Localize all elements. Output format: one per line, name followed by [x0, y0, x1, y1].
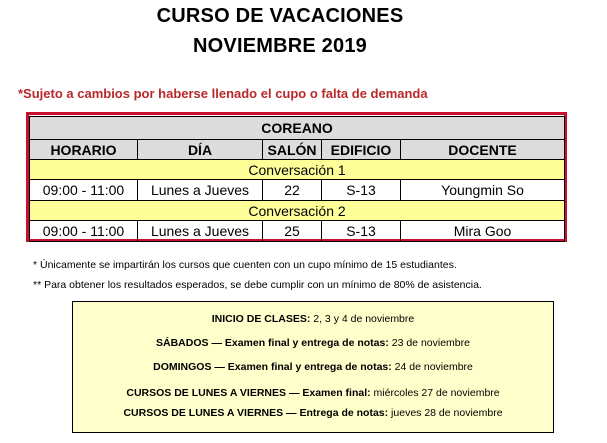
info-line-inicio	[73, 313, 553, 325]
info-value: miércoles 27 de noviembre	[370, 387, 500, 399]
cell-edificio: S-13	[322, 180, 401, 201]
column-header-salon: SALÓN	[263, 140, 322, 160]
column-header-docente: DOCENTE	[401, 140, 565, 160]
info-value: 23 de noviembre	[388, 337, 470, 349]
cell-dia: Lunes a Jueves	[138, 180, 263, 201]
info-line-domingos	[73, 361, 553, 373]
page-subtitle: NOVIEMBRE 2019	[193, 35, 367, 57]
cell-salon: 25	[263, 221, 322, 242]
cell-salon: 22	[263, 180, 322, 201]
schedule-table	[29, 116, 565, 242]
info-line-sabados	[73, 337, 553, 349]
info-line-lv-notas	[73, 407, 553, 419]
info-label: DOMINGOS — Examen final y entrega de notas:	[153, 361, 392, 373]
table-row	[30, 221, 565, 242]
column-header-dia: DÍA	[138, 140, 263, 160]
info-label: CURSOS DE LUNES A VIERNES — Entrega de notas:	[123, 407, 389, 419]
page-title: CURSO DE VACACIONES	[156, 5, 404, 27]
cell-dia: Lunes a Jueves	[138, 221, 263, 242]
cell-edificio: S-13	[322, 221, 401, 242]
table-row	[30, 180, 565, 201]
info-label: CURSOS DE LUNES A VIERNES — Examen final:	[126, 387, 371, 399]
footnote-attendance: ** Para obtener los resultados esperados, se debe cumplir con un mínimo de 80% de asistencia.	[33, 279, 482, 291]
disclaimer-notice: *Sujeto a cambios por haberse llenado el cupo o falta de demanda	[18, 86, 428, 101]
column-header-edificio: EDIFICIO	[322, 140, 401, 160]
important-dates-box	[72, 301, 554, 433]
cell-docente: Mira Goo	[401, 221, 565, 242]
cell-docente: Youngmin So	[401, 180, 565, 201]
footnote-minimum-enrollment: * Únicamente se impartirán los cursos que cuenten con un cupo mínimo de 15 estudiantes.	[33, 259, 457, 271]
column-header-horario: HORARIO	[30, 140, 138, 160]
info-line-lv-exam	[73, 387, 553, 399]
group-header: Conversación 2	[30, 201, 565, 221]
group-header: Conversación 1	[30, 160, 565, 180]
info-label: INICIO DE CLASES:	[211, 313, 311, 325]
info-value: 2, 3 y 4 de noviembre	[310, 313, 415, 325]
info-value: 24 de noviembre	[391, 361, 473, 373]
info-label: SÁBADOS — Examen final y entrega de notas:	[156, 337, 389, 349]
course-name: COREANO	[30, 117, 565, 140]
info-value: jueves 28 de noviembre	[388, 407, 503, 419]
cell-horario: 09:00 - 11:00	[30, 180, 138, 201]
cell-horario: 09:00 - 11:00	[30, 221, 138, 242]
